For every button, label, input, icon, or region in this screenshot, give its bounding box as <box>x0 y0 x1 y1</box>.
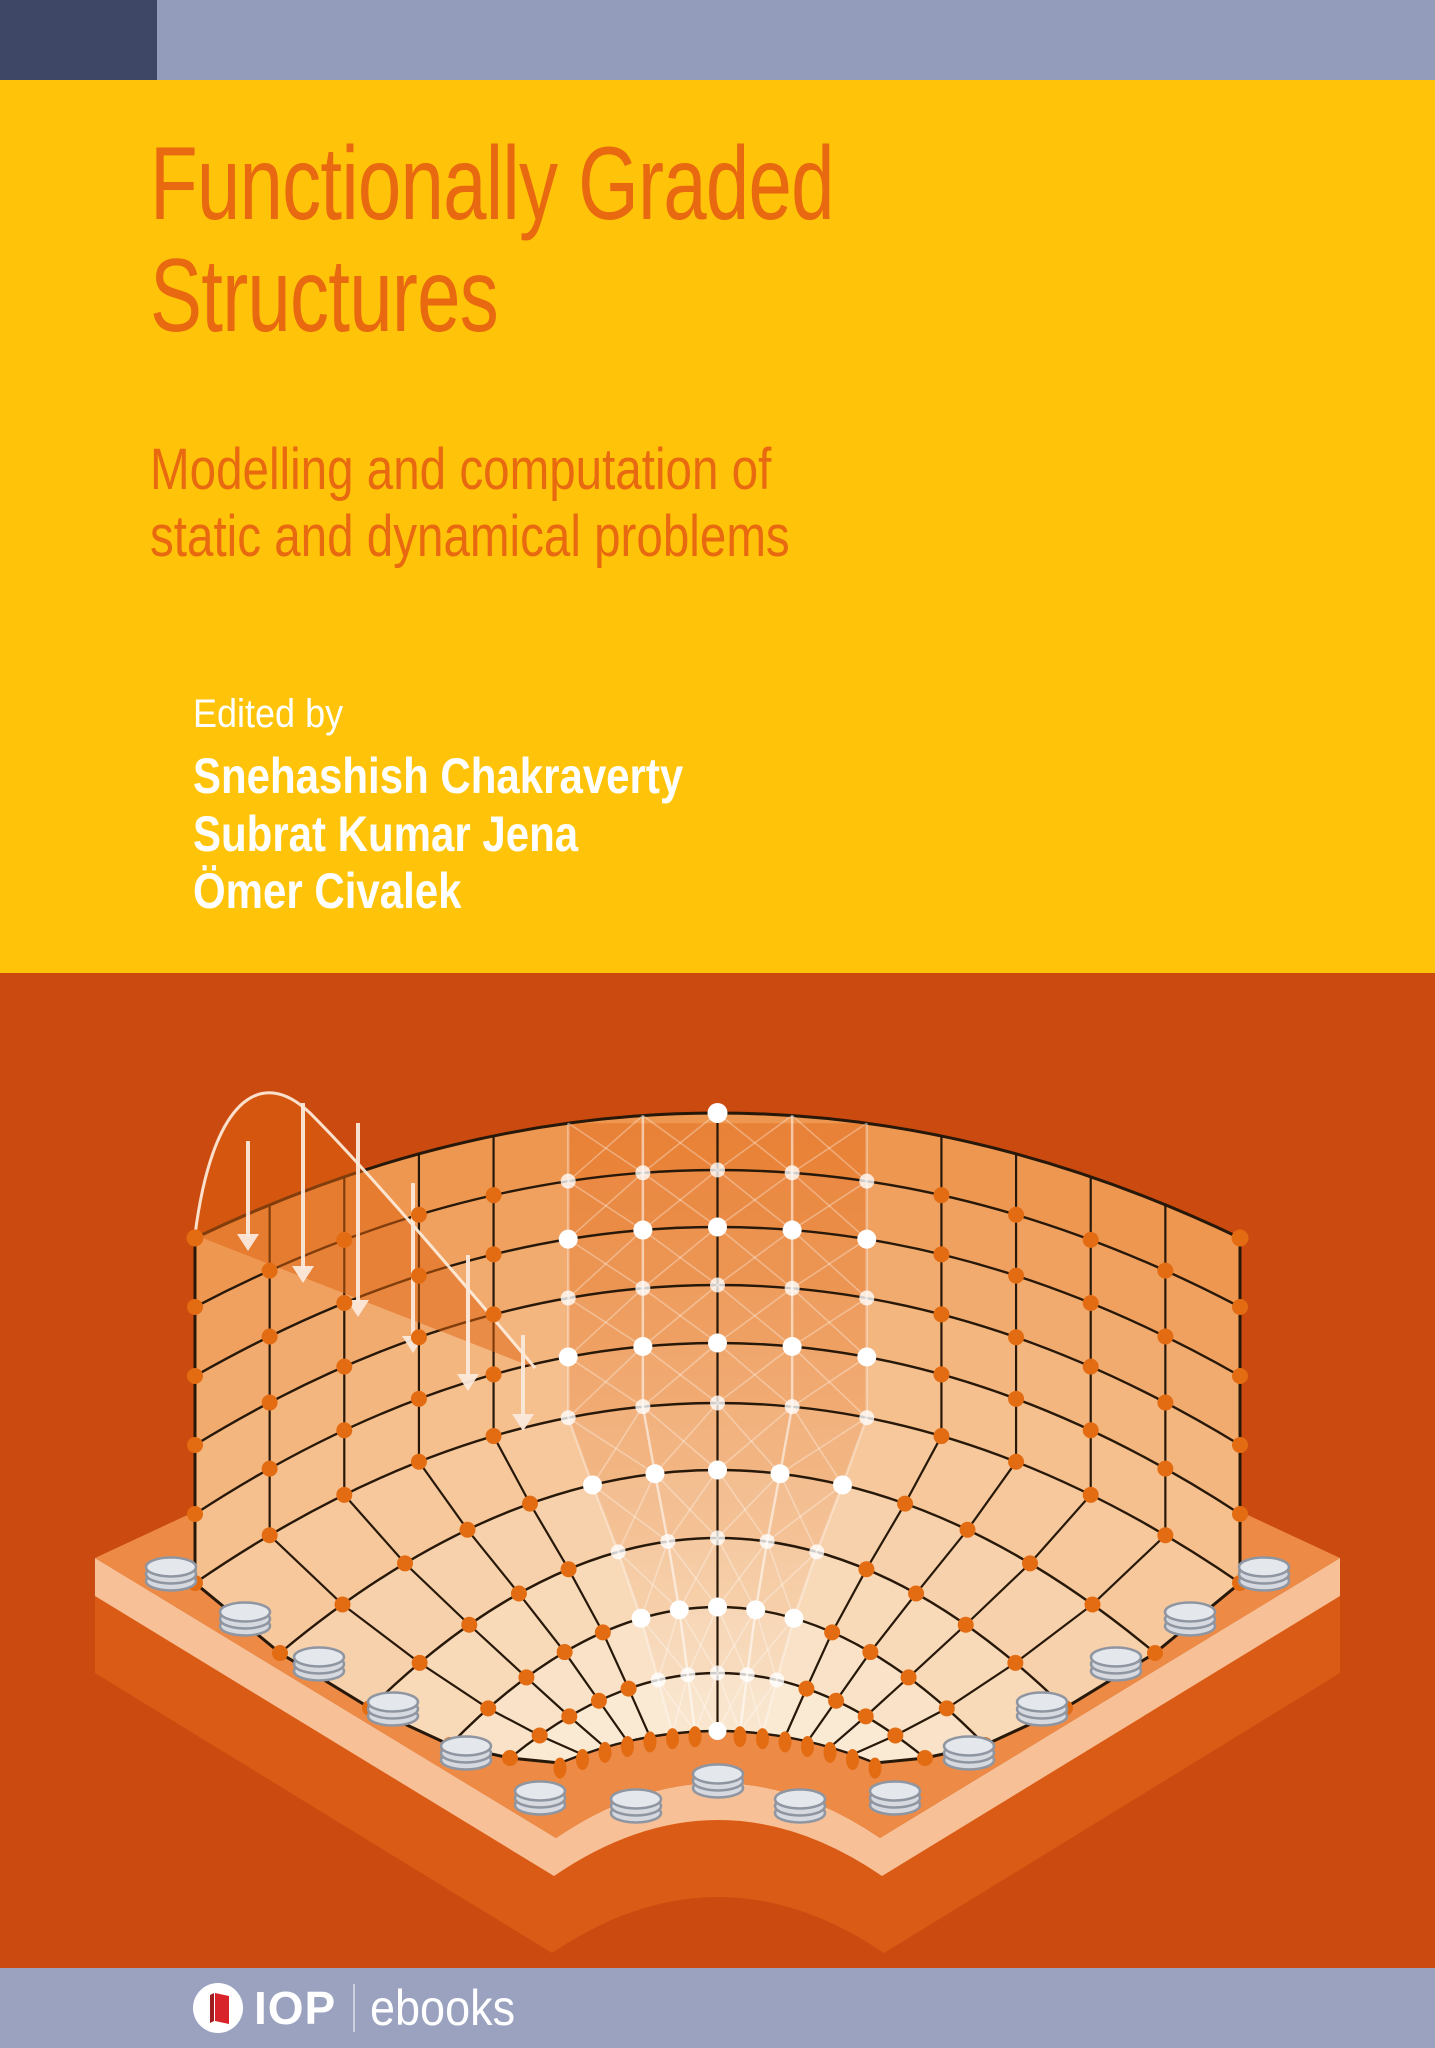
ebooks-wordmark: ebooks <box>370 1980 516 2036</box>
iop-book-icon <box>193 1983 243 2033</box>
book-subtitle-line1: Modelling and computation of <box>150 437 772 502</box>
top-accent-bar <box>0 0 1435 80</box>
book-subtitle <box>150 436 930 570</box>
iop-wordmark: IOP <box>254 1982 337 2034</box>
edited-by-label: Edited by <box>193 692 344 736</box>
logo-divider <box>353 1984 355 2032</box>
book-subtitle-line2: static and dynamical problems <box>150 504 790 569</box>
book-title <box>150 128 1062 352</box>
iop-ebooks-logo <box>193 1979 531 2037</box>
book-title-line2: Structures <box>150 238 498 354</box>
navy-corner-block <box>0 0 157 80</box>
book-title-line1: Functionally Graded <box>150 126 834 242</box>
editors-list <box>193 748 777 921</box>
publisher-bar <box>0 1968 1435 2048</box>
editor-name: Ömer Civalek <box>193 863 462 919</box>
graded-structure-illustration <box>0 973 1435 1968</box>
editor-name: Snehashish Chakraverty <box>193 748 684 804</box>
editor-name: Subrat Kumar Jena <box>193 805 579 862</box>
